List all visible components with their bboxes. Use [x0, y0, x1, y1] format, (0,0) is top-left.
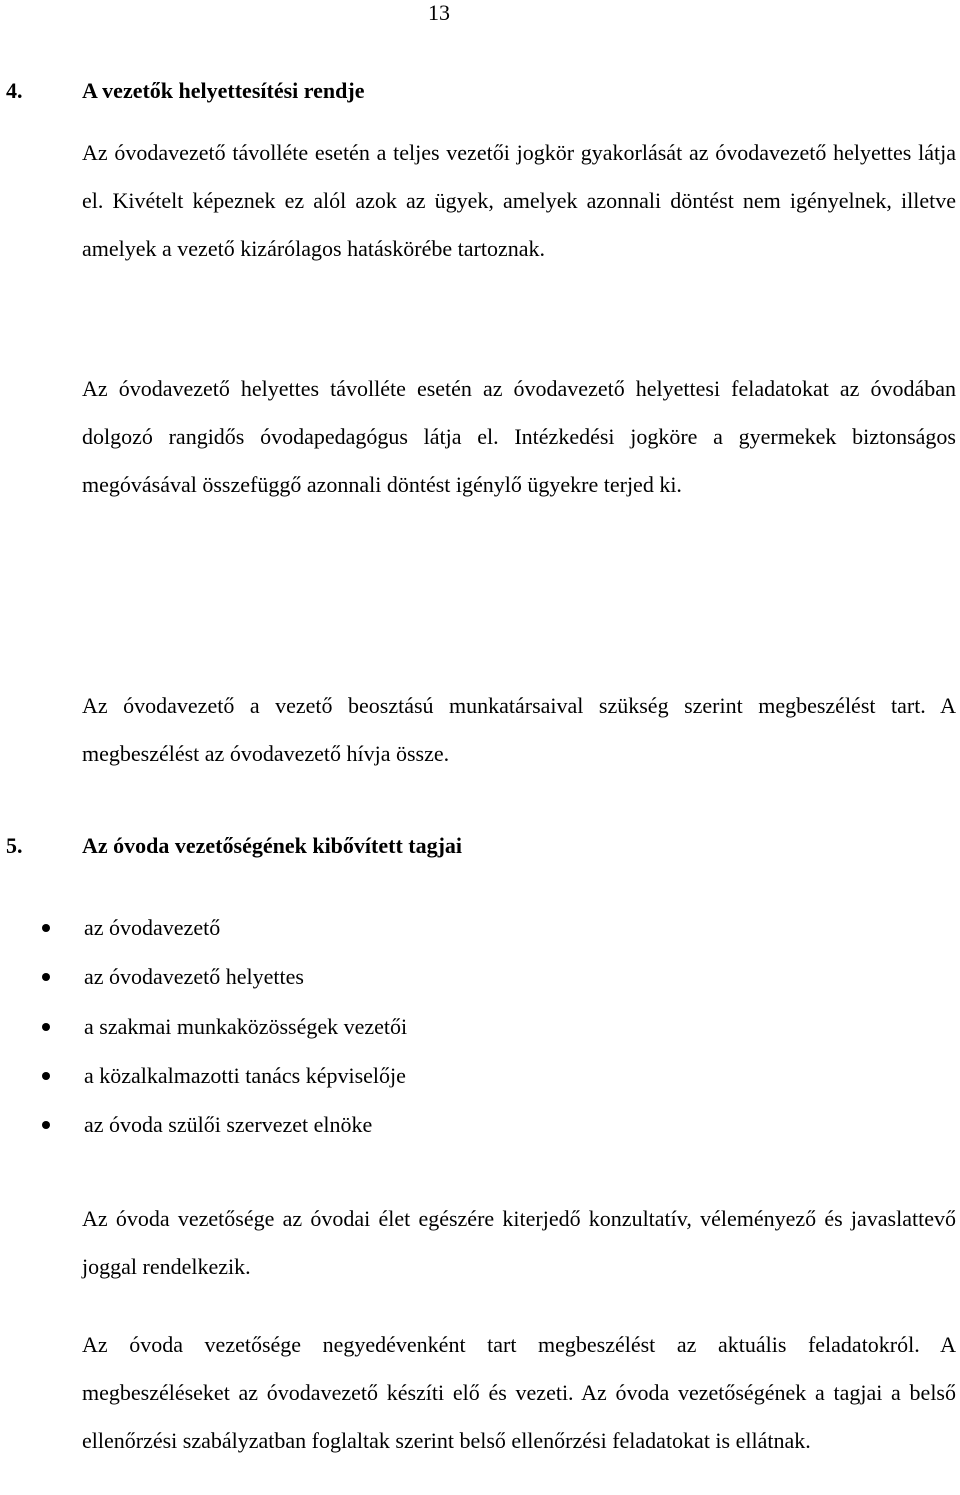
- section-4-title: A vezetők helyettesítési rendje: [82, 78, 365, 103]
- bullet-icon: [42, 1072, 50, 1080]
- page-number: 13: [428, 0, 450, 25]
- section-4-number: 4.: [6, 78, 23, 103]
- list-item-text: a közalkalmazotti tanács képviselője: [84, 1062, 406, 1088]
- bullet-icon: [42, 1023, 50, 1031]
- list-item-text: a szakmai munkaközösségek vezetői: [84, 1013, 408, 1039]
- section-4-paragraph-2: Az óvodavezető helyettes távolléte esetén az óvodavezető helyettesi feladatokat az óvodában dolgozó rangidős óvodapedagógus látja el. Intézkedési jogköre a gyermekek biztonságos megóvásával összefüggő azonnali döntést igénylő ügyekre terjed ki.: [82, 376, 956, 497]
- section-5-paragraph-2: Az óvoda vezetősége negyedévenként tart megbeszélést az aktuális feladatokról. A megbeszéléseket az óvodavezető készíti elő és vezeti. Az óvoda vezetőségének a tagjai a belső ellenőrzési szabályzatban foglaltak szerint belső ellenőrzési feladatokat is ellátnak.: [82, 1332, 956, 1453]
- section-5-title: Az óvoda vezetőségének kibővített tagjai: [82, 833, 463, 858]
- list-item-text: az óvodavezető: [84, 915, 221, 940]
- section-4-paragraph-3: Az óvodavezető a vezető beosztású munkatársaival szükség szerint megbeszélést tart. A megbeszélést az óvodavezető hívja össze.: [82, 693, 956, 766]
- section-5-paragraph-1: Az óvoda vezetősége az óvodai élet egészére kiterjedő konzultatív, véleményező és javaslattevő joggal rendelkezik.: [82, 1206, 956, 1279]
- list-item-text: az óvoda szülői szervezet elnöke: [84, 1112, 373, 1137]
- list-item-text: az óvodavezető helyettes: [84, 964, 304, 990]
- bullet-icon: [42, 973, 50, 981]
- section-4-paragraph-1: Az óvodavezető távolléte esetén a teljes vezetői jogkör gyakorlását az óvodavezető helyettes látja el. Kivételt képeznek ez alól azok az ügyek, amelyek azonnali döntést nem igényelnek, illetve amelyek a vezető kizárólagos hatáskörébe tartoznak.: [82, 140, 956, 261]
- bullet-icon: [42, 1121, 50, 1129]
- bullet-icon: [42, 924, 50, 932]
- section-5-number: 5.: [6, 833, 23, 858]
